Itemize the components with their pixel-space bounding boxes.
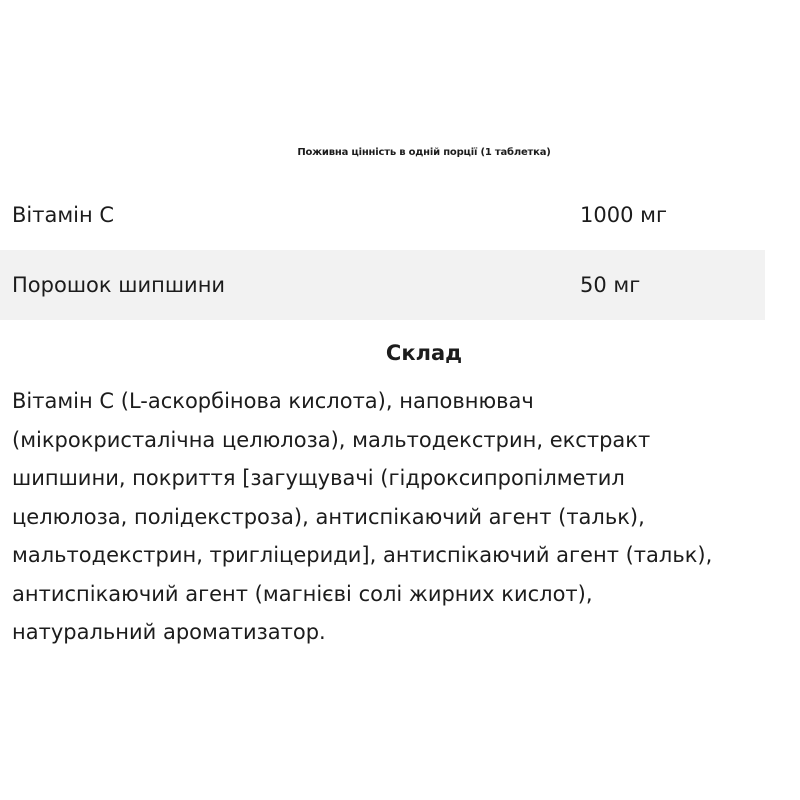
ingredients-text [12, 382, 796, 652]
nutrition-title: Поживна цінність в одній порції (1 таблетка) [297, 147, 551, 158]
ingredients-line: мальтодекстрин, тригліцериди], антиспікаючий агент (тальк), [12, 543, 713, 567]
ingredients-line: шипшини, покриття [загущувачі (гідроксипропілметил [12, 466, 625, 490]
table-row-vitamin-c [0, 180, 765, 250]
nutrient-amount: 50 мг [580, 273, 641, 297]
ingredients-title: Склад [385, 341, 463, 365]
nutrient-amount: 1000 мг [580, 203, 667, 227]
nutrition-table [0, 180, 765, 320]
ingredients-line: натуральний ароматизатор. [12, 620, 326, 644]
ingredients-line: Вітамін С (L-аскорбінова кислота), наповнювач [12, 389, 534, 413]
nutrient-name: Вітамін С [12, 203, 115, 227]
ingredients-line: антиспікаючий агент (магнієві солі жирних кислот), [12, 581, 593, 606]
ingredients-line: целюлоза, полідекстроза), антиспікаючий агент (тальк), [12, 504, 645, 529]
nutrient-name: Порошок шипшини [12, 273, 226, 297]
table-row-rosehip-powder [0, 250, 765, 320]
ingredients-line: (мікрокристалічна целюлоза), мальтодекстрин, екстракт [12, 427, 651, 452]
